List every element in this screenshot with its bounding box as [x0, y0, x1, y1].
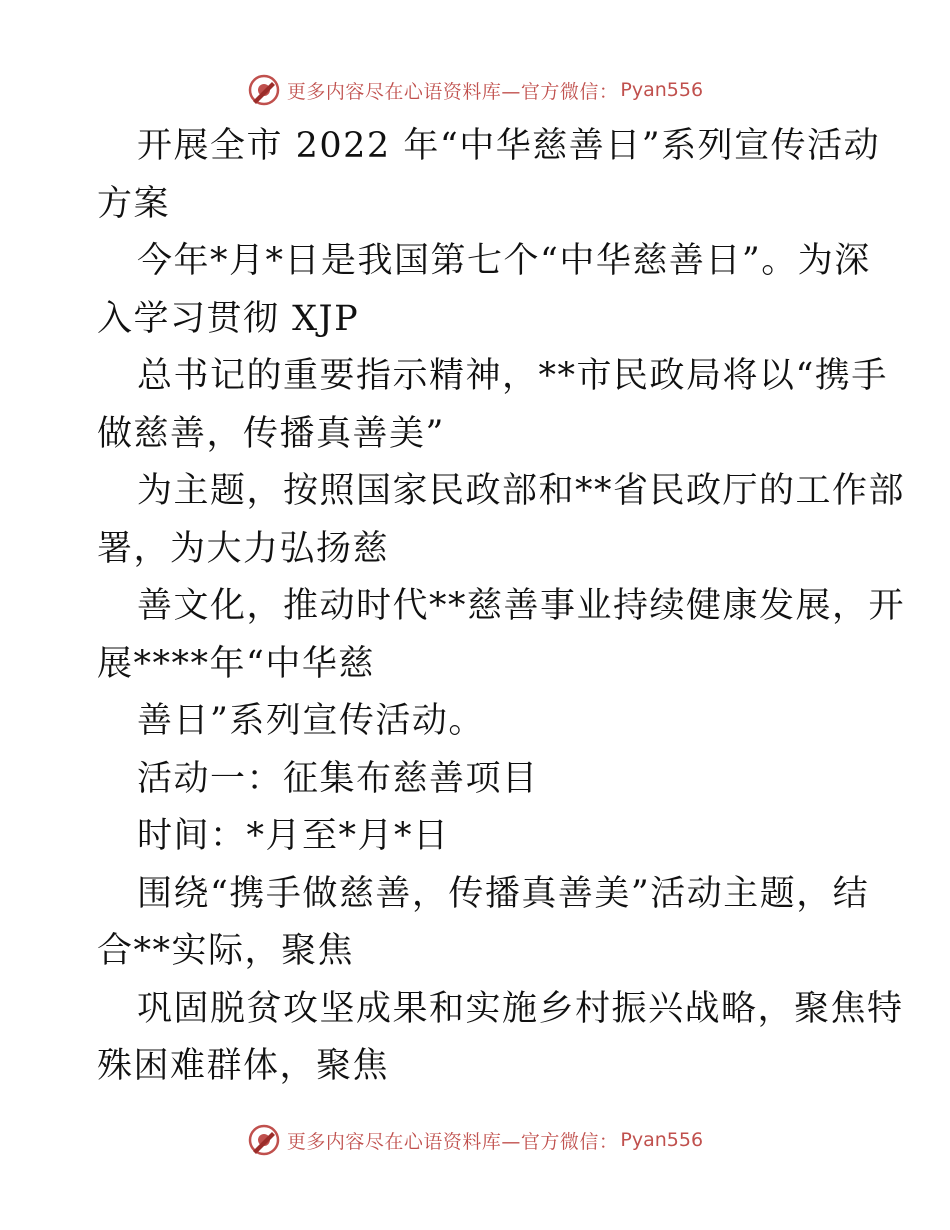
paragraph-line: 为主题，按照国家民政部和**省民政厅的工作部	[137, 471, 906, 511]
document-body	[97, 118, 906, 1096]
pen-logo-icon	[247, 73, 281, 107]
title-line-2: 方案	[97, 183, 171, 224]
header-watermark	[0, 70, 950, 110]
paragraph-line: 做慈善，传播真善美”	[97, 413, 445, 454]
paragraph-line: 殊困难群体，聚焦	[97, 1046, 390, 1086]
watermark-text: 更多内容尽在心语资料库—官方微信：	[286, 80, 619, 103]
paragraph-line: 善日”系列宣传活动。	[137, 701, 485, 741]
paragraph-line: 巩固脱贫攻坚成果和实施乡村振兴战略，聚焦特	[137, 988, 904, 1029]
footer-watermark	[0, 1120, 950, 1160]
paragraph-line: 善文化，推动时代**慈善事业持续健康发展，开	[137, 586, 906, 626]
paragraph-line: 展****年“中华慈	[97, 643, 375, 684]
paragraph-line: 署，为大力弘扬慈	[97, 528, 390, 569]
paragraph-line: 围绕“携手做慈善，传播真善美”活动主题，结	[137, 873, 870, 914]
time-line: 时间：*月至*月*日	[137, 816, 450, 856]
watermark-contact: Pyan556	[620, 79, 704, 101]
watermark-text: 更多内容尽在心语资料库—官方微信：	[286, 1130, 619, 1153]
paragraph-line: 入学习贯彻 XJP	[97, 298, 360, 339]
pen-logo-icon	[247, 1123, 281, 1157]
paragraph-line: 合**实际，聚焦	[97, 931, 355, 971]
section-heading: 活动一：征集布慈善项目	[137, 758, 539, 799]
watermark-contact: Pyan556	[620, 1129, 704, 1151]
paragraph-line: 总书记的重要指示精神，**市民政局将以“携手	[137, 356, 888, 396]
title-line-1: 开展全市 2022 年“中华慈善日”系列宣传活动	[137, 126, 881, 166]
paragraph-line: 今年*月*日是我国第七个“中华慈善日”。为深	[137, 241, 871, 281]
